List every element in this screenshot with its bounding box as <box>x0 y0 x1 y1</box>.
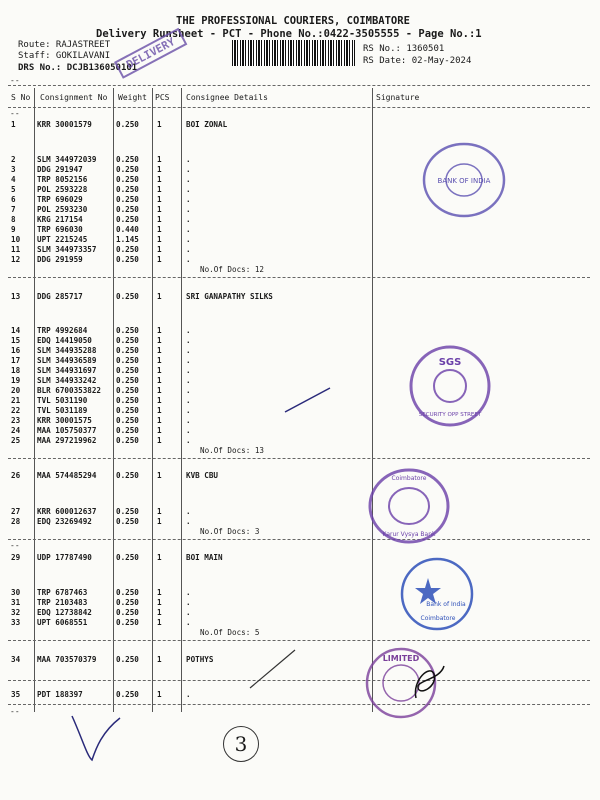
row-consignment: DDG 285717 <box>37 292 83 301</box>
row-dot: . <box>186 195 191 204</box>
row-pcs: 1 <box>157 376 162 385</box>
signature-scribble <box>62 708 132 768</box>
row-dot: . <box>186 608 191 617</box>
row-consignment: SLM 344933242 <box>37 376 97 385</box>
dash-mark: -- <box>10 707 20 716</box>
row-consignment: TRP 8052156 <box>37 175 88 184</box>
row-consignment: SLM 344973357 <box>37 245 97 254</box>
row-sno: 4 <box>11 175 16 184</box>
row-dot: . <box>186 618 191 627</box>
row-sno: 20 <box>11 386 21 395</box>
row-weight: 0.250 <box>116 386 139 395</box>
row-pcs: 1 <box>157 416 162 425</box>
row-pcs: 1 <box>157 366 162 375</box>
row-dot: . <box>186 215 191 224</box>
pothys-stamp-text: LIMITED <box>382 654 420 663</box>
row-weight: 0.250 <box>116 336 139 345</box>
row-weight: 0.250 <box>116 426 139 435</box>
row-sno: 33 <box>11 618 21 627</box>
dash-mark: -- <box>10 109 20 118</box>
row-consignment: MAA 105750377 <box>37 426 97 435</box>
row-pcs: 1 <box>157 517 162 526</box>
row-dot: . <box>186 346 191 355</box>
row-pcs: 1 <box>157 655 162 664</box>
row-pcs: 1 <box>157 245 162 254</box>
row-sno: 23 <box>11 416 21 425</box>
signature-scribble <box>410 660 450 704</box>
row-consignment: SLM 344935288 <box>37 346 97 355</box>
row-sno: 16 <box>11 346 21 355</box>
row-pcs: 1 <box>157 396 162 405</box>
row-consignment: KRG 217154 <box>37 215 83 224</box>
row-pcs: 1 <box>157 165 162 174</box>
row-weight: 0.250 <box>116 588 139 597</box>
row-weight: 0.250 <box>116 376 139 385</box>
row-consignment: KRR 600012637 <box>37 507 97 516</box>
row-weight: 0.250 <box>116 416 139 425</box>
doc-count: No.Of Docs: 3 <box>200 527 260 536</box>
row-consignment: POL 2593230 <box>37 205 88 214</box>
row-consignment: TRP 6787463 <box>37 588 88 597</box>
header-bottom-rule <box>8 107 590 108</box>
row-sno: 22 <box>11 406 21 415</box>
row-pcs: 1 <box>157 386 162 395</box>
row-dot: . <box>186 245 191 254</box>
row-sno: 15 <box>11 336 21 345</box>
row-weight: 0.250 <box>116 215 139 224</box>
row-pcs: 1 <box>157 436 162 445</box>
row-sno: 3 <box>11 165 16 174</box>
row-weight: 0.250 <box>116 185 139 194</box>
row-sno: 29 <box>11 553 21 562</box>
dash-mark: -- <box>10 76 20 85</box>
row-pcs: 1 <box>157 205 162 214</box>
row-sno: 31 <box>11 598 21 607</box>
row-dot: . <box>186 225 191 234</box>
table-row <box>0 255 600 266</box>
header-top-rule <box>8 85 590 86</box>
row-consignment: MAA 297219962 <box>37 436 97 445</box>
row-pcs: 1 <box>157 356 162 365</box>
table-row <box>0 292 600 303</box>
table-row <box>0 517 600 528</box>
row-weight: 0.250 <box>116 366 139 375</box>
table-row <box>0 471 600 482</box>
row-pcs: 1 <box>157 175 162 184</box>
row-consignment: PDT 188397 <box>37 690 83 699</box>
row-pcs: 1 <box>157 225 162 234</box>
row-weight: 0.440 <box>116 225 139 234</box>
row-pcs: 1 <box>157 215 162 224</box>
runsheet-title: Delivery Runsheet - PCT - Phone No.:0422-3505555 - Page No.:1 <box>96 28 482 40</box>
row-dot: . <box>186 165 191 174</box>
row-consignment: EDQ 14419050 <box>37 336 92 345</box>
row-sno: 24 <box>11 426 21 435</box>
row-consignee: POTHYS <box>186 655 214 664</box>
col-consignment: Consignment No <box>40 93 108 102</box>
route-label: Route: RAJASTREET <box>18 40 111 50</box>
row-sno: 26 <box>11 471 21 480</box>
row-weight: 0.250 <box>116 406 139 415</box>
row-dot: . <box>186 406 191 415</box>
row-weight: 0.250 <box>116 245 139 254</box>
row-consignment: MAA 703570379 <box>37 655 97 664</box>
doc-count: No.Of Docs: 13 <box>200 446 265 455</box>
row-consignee: BOI MAIN <box>186 553 223 562</box>
row-sno: 34 <box>11 655 21 664</box>
row-sno: 11 <box>11 245 21 254</box>
row-consignment: TVL 5031189 <box>37 406 88 415</box>
row-dot: . <box>186 396 191 405</box>
row-pcs: 1 <box>157 155 162 164</box>
boi-zonal-stamp <box>420 140 508 220</box>
row-dot: . <box>186 235 191 244</box>
row-weight: 0.250 <box>116 396 139 405</box>
row-weight: 0.250 <box>116 175 139 184</box>
row-weight: 0.250 <box>116 618 139 627</box>
boi-main-stamp-city: Coimbatore <box>420 615 456 622</box>
col-pcs: PCS <box>155 93 170 102</box>
row-sno: 35 <box>11 690 21 699</box>
row-sno: 2 <box>11 155 16 164</box>
row-consignment: DDG 291959 <box>37 255 83 264</box>
row-weight: 0.250 <box>116 598 139 607</box>
row-weight: 0.250 <box>116 195 139 204</box>
row-consignment: TRP 696030 <box>37 225 83 234</box>
row-sno: 7 <box>11 205 16 214</box>
row-sno: 8 <box>11 215 16 224</box>
row-consignment: KRR 30001575 <box>37 416 92 425</box>
rs-number: RS No.: 1360501 <box>363 44 445 54</box>
row-sno: 30 <box>11 588 21 597</box>
row-dot: . <box>186 598 191 607</box>
row-consignment: BLR 6700353822 <box>37 386 102 395</box>
page-number-circle: 3 <box>223 726 259 762</box>
signature-scribble <box>280 380 340 420</box>
row-sno: 25 <box>11 436 21 445</box>
row-consignment: KRR 30001579 <box>37 120 92 129</box>
row-weight: 0.250 <box>116 356 139 365</box>
row-sno: 5 <box>11 185 16 194</box>
row-pcs: 1 <box>157 235 162 244</box>
table-row <box>0 436 600 447</box>
kvb-stamp <box>366 466 452 546</box>
col-sno: S No <box>11 93 31 102</box>
row-sno: 27 <box>11 507 21 516</box>
sgs-stamp-subtext: SECURITY OPP STREET <box>418 412 482 418</box>
row-consignment: UPT 2215245 <box>37 235 88 244</box>
row-sno: 13 <box>11 292 21 301</box>
col-weight: Weight <box>118 93 147 102</box>
barcode <box>232 40 355 66</box>
row-consignee: SRI GANAPATHY SILKS <box>186 292 273 301</box>
row-sno: 19 <box>11 376 21 385</box>
row-pcs: 1 <box>157 598 162 607</box>
row-consignment: TVL 5031190 <box>37 396 88 405</box>
boi-main-stamp-text: Bank of India <box>426 601 466 608</box>
drs-number: DRS No.: DCJB136050101 <box>18 63 138 73</box>
row-dot: . <box>186 175 191 184</box>
delivery-stamp: DELIVERY <box>114 28 187 79</box>
row-sno: 12 <box>11 255 21 264</box>
row-dot: . <box>186 517 191 526</box>
table-row <box>0 553 600 564</box>
row-dot: . <box>186 507 191 516</box>
table-row <box>0 618 600 629</box>
company-title: THE PROFESSIONAL COURIERS, COIMBATORE <box>176 15 410 27</box>
row-pcs: 1 <box>157 336 162 345</box>
row-consignment: SLM 344931697 <box>37 366 97 375</box>
row-consignment: EDQ 23269492 <box>37 517 92 526</box>
row-pcs: 1 <box>157 406 162 415</box>
row-pcs: 1 <box>157 618 162 627</box>
doc-count: No.Of Docs: 5 <box>200 628 260 637</box>
row-dot: . <box>186 386 191 395</box>
row-pcs: 1 <box>157 185 162 194</box>
sgs-stamp-text: SGS <box>438 357 462 368</box>
sgs-stamp <box>405 343 495 429</box>
row-pcs: 1 <box>157 471 162 480</box>
rs-date: RS Date: 02-May-2024 <box>363 56 472 66</box>
row-dot: . <box>186 416 191 425</box>
table-row <box>0 120 600 131</box>
row-sno: 10 <box>11 235 21 244</box>
row-sno: 17 <box>11 356 21 365</box>
row-pcs: 1 <box>157 326 162 335</box>
row-pcs: 1 <box>157 588 162 597</box>
row-weight: 0.250 <box>116 346 139 355</box>
row-weight: 0.250 <box>116 292 139 301</box>
row-weight: 0.250 <box>116 165 139 174</box>
row-weight: 1.145 <box>116 235 139 244</box>
doc-count: No.Of Docs: 12 <box>200 265 265 274</box>
row-pcs: 1 <box>157 426 162 435</box>
row-dot: . <box>186 376 191 385</box>
row-dot: . <box>186 185 191 194</box>
row-consignee: KVB CBU <box>186 471 219 480</box>
row-sno: 1 <box>11 120 16 129</box>
row-weight: 0.250 <box>116 517 139 526</box>
row-dot: . <box>186 155 191 164</box>
staff-label: Staff: GOKILAVANI <box>18 51 111 61</box>
row-consignment: TRP 696029 <box>37 195 83 204</box>
row-consignment: UDP 17787490 <box>37 553 92 562</box>
row-pcs: 1 <box>157 255 162 264</box>
dash-mark: -- <box>10 541 20 550</box>
row-pcs: 1 <box>157 195 162 204</box>
row-pcs: 1 <box>157 553 162 562</box>
row-dot: . <box>186 588 191 597</box>
row-dot: . <box>186 426 191 435</box>
kvb-stamp-city: Coimbatore <box>391 475 427 482</box>
row-dot: . <box>186 690 191 699</box>
row-weight: 0.250 <box>116 553 139 562</box>
row-dot: . <box>186 366 191 375</box>
row-sno: 14 <box>11 326 21 335</box>
row-dot: . <box>186 326 191 335</box>
row-pcs: 1 <box>157 690 162 699</box>
kvb-stamp-text: Karur Vysya Bank <box>382 531 436 538</box>
row-weight: 0.250 <box>116 255 139 264</box>
row-weight: 0.250 <box>116 608 139 617</box>
row-pcs: 1 <box>157 292 162 301</box>
group-divider <box>8 539 590 540</box>
row-weight: 0.250 <box>116 205 139 214</box>
row-consignment: SLM 344936589 <box>37 356 97 365</box>
row-sno: 18 <box>11 366 21 375</box>
row-pcs: 1 <box>157 608 162 617</box>
row-consignment: SLM 344972039 <box>37 155 97 164</box>
row-pcs: 1 <box>157 346 162 355</box>
row-consignment: UPT 6068551 <box>37 618 88 627</box>
row-weight: 0.250 <box>116 326 139 335</box>
row-weight: 0.250 <box>116 120 139 129</box>
row-sno: 28 <box>11 517 21 526</box>
table-bottom-rule <box>8 704 590 705</box>
signature-scribble <box>235 640 305 700</box>
row-dot: . <box>186 436 191 445</box>
col-consignee: Consignee Details <box>186 93 268 102</box>
row-pcs: 1 <box>157 120 162 129</box>
row-dot: . <box>186 255 191 264</box>
row-pcs: 1 <box>157 507 162 516</box>
row-sno: 21 <box>11 396 21 405</box>
row-weight: 0.250 <box>116 655 139 664</box>
row-weight: 0.250 <box>116 155 139 164</box>
group-divider <box>8 277 590 278</box>
col-signature: Signature <box>376 93 420 102</box>
row-consignment: MAA 574485294 <box>37 471 97 480</box>
boi-zonal-stamp-text: BANK OF INDIA <box>437 177 491 185</box>
row-weight: 0.250 <box>116 507 139 516</box>
row-dot: . <box>186 356 191 365</box>
row-sno: 9 <box>11 225 16 234</box>
row-consignment: TRP 4992684 <box>37 326 88 335</box>
row-dot: . <box>186 205 191 214</box>
group-divider <box>8 458 590 459</box>
row-consignment: EDQ 12738842 <box>37 608 92 617</box>
row-consignment: DDG 291947 <box>37 165 83 174</box>
row-consignment: TRP 2103483 <box>37 598 88 607</box>
row-dot: . <box>186 336 191 345</box>
row-weight: 0.250 <box>116 436 139 445</box>
row-consignee: BOI ZONAL <box>186 120 228 129</box>
row-sno: 6 <box>11 195 16 204</box>
row-sno: 32 <box>11 608 21 617</box>
row-weight: 0.250 <box>116 471 139 480</box>
row-weight: 0.250 <box>116 690 139 699</box>
row-consignment: POL 2593228 <box>37 185 88 194</box>
boi-main-stamp <box>398 556 476 632</box>
